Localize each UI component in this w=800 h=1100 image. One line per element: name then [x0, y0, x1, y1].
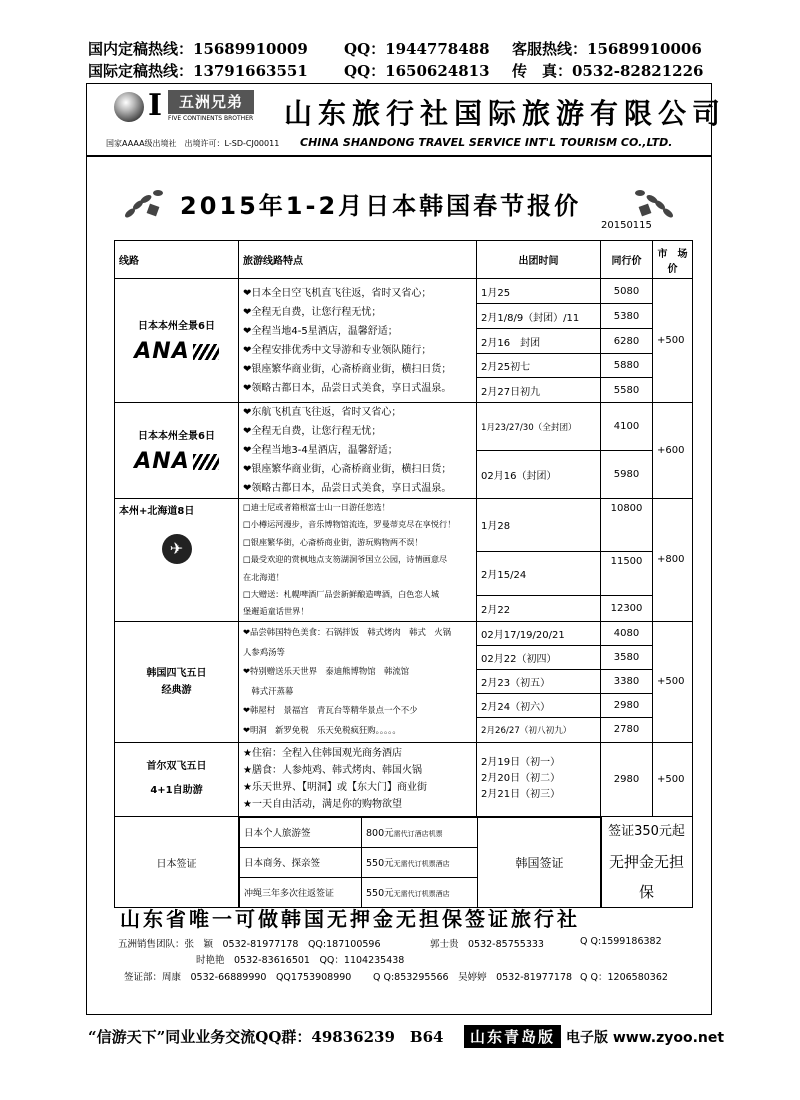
price: 11500	[601, 551, 653, 595]
brand-letter: I	[148, 88, 163, 123]
table-row	[115, 621, 693, 645]
certification: 国家AAAA级出境社 出境许可：L-SD-CJ00011	[106, 139, 280, 148]
feature-line: ❤领略古都日本，品尝日式美食，享日式温泉。	[243, 483, 452, 494]
visa-name: 冲绳三年多次往返签证	[240, 877, 362, 907]
route-cell	[115, 621, 239, 742]
brand-subtitle: FIVE CONTINENTS BROTHER	[168, 115, 254, 122]
features-cell	[239, 279, 477, 403]
company-header	[114, 88, 727, 134]
market-price: +500	[653, 279, 693, 403]
departure-date: 2月22	[477, 596, 601, 621]
price: 5980	[601, 451, 653, 499]
feature-line: 韩式汗蒸幕	[243, 685, 294, 696]
visa-dept-contact: 签证部：周康 0532-66889990 QQ1753908990	[124, 972, 352, 983]
price: 5880	[601, 354, 653, 378]
market-price: +600	[653, 403, 693, 499]
features-cell	[239, 403, 477, 499]
feature-line: ❤品尝韩国特色美食：石锅拌饭 韩式烤肉 韩式 火锅	[243, 627, 452, 638]
feature-line: ❤银座繁华商业街，心斋桥商业街，横扫日货；	[243, 464, 452, 475]
route-cell	[115, 279, 239, 403]
international-hotline: 国际定稿热线：13791663551	[88, 62, 308, 80]
feature-line: ★乐天世界、【明洞】或【东大门】商业街	[243, 782, 427, 794]
company-name-en: CHINA SHANDONG TRAVEL SERVICE INT'L TOURISM CO.,LTD.	[300, 136, 673, 149]
departure-date: 2月27日初九	[477, 378, 601, 403]
table-row	[115, 279, 693, 304]
departure-date: 02月17/19/20/21	[477, 621, 601, 645]
feature-line: □银座繁华街，心斋桥商业街，游玩购物两不误！	[243, 536, 423, 547]
ana-logo: ANA	[119, 445, 234, 474]
table-row	[115, 403, 693, 451]
header-divider	[86, 155, 712, 157]
departure-dates	[477, 742, 601, 816]
domestic-hotline: 国内定稿热线：15689910009	[88, 40, 308, 58]
fax: 传 真：0532-82821226	[512, 62, 704, 80]
departure-date: 1月25	[477, 279, 601, 304]
route-name: 日本本州全景6日	[138, 320, 215, 332]
feature-line: ❤东航飞机直飞往返，省时又省心；	[243, 407, 402, 418]
price: 4100	[601, 403, 653, 451]
feature-line: 在北海道！	[243, 571, 284, 582]
feature-line: ❤领略古都日本，品尝日式美食，享日式温泉。	[243, 382, 452, 394]
departure-date: 02月16（封团）	[477, 451, 601, 499]
company-name-cn: 山东旅行社国际旅游有限公司	[284, 97, 727, 130]
airline-logo-icon: ✈	[162, 534, 192, 564]
route-name-line2: 经典游	[161, 684, 192, 696]
departure-date: 2月26/27（初八初九）	[477, 717, 601, 742]
visa-price: 800元需代订酒店机票	[362, 817, 478, 847]
price: 3380	[601, 669, 653, 693]
header-features: 旅游线路特点	[239, 241, 477, 279]
departure-date: 2月25初七	[477, 354, 601, 378]
globe-logo-icon	[114, 92, 144, 122]
header-market: 市 场价	[653, 241, 693, 279]
korea-visa-label: 韩国签证	[478, 817, 602, 907]
departure-date: 2月21日（初三）	[481, 789, 561, 801]
price: 2980	[601, 693, 653, 717]
right-decoration-icon	[630, 185, 676, 225]
price: 4080	[601, 621, 653, 645]
feature-line: □迪士尼或者箱根富士山一日游任您选！	[243, 502, 390, 512]
feature-line: ★一天自由活动，满足你的购物欲望	[243, 799, 402, 811]
visa-name: 日本商务、探亲签	[240, 847, 362, 877]
visa-dept-contact: Q Q:853295566 吴婷婷 0532-81977178	[373, 972, 573, 983]
price: 12300	[601, 596, 653, 621]
route-cell	[115, 742, 239, 816]
visa-price: 550元无需代订机票酒店	[362, 847, 478, 877]
feature-line: ★住宿：全程入住韩国观光商务酒店	[243, 748, 402, 760]
footer-qq-group: “信游天下”同业业务交流QQ群：49836239 B64	[88, 1028, 444, 1046]
ana-stripes-icon	[193, 344, 219, 360]
price: 3580	[601, 645, 653, 669]
feature-line: ❤韩屋村 景福宫 青瓦台等精华景点一个不少	[243, 705, 418, 716]
visa-name: 日本个人旅游签	[240, 817, 362, 847]
price: 5580	[601, 378, 653, 403]
feature-line: □最受欢迎的赏枫地点支笏湖洞爷国立公园，诗情画意尽	[243, 554, 448, 565]
route-name: 本州+北海道8日	[119, 506, 195, 517]
feature-line: ★膳食：人参炖鸡、韩式烤肉、韩国火锅	[243, 765, 422, 777]
market-price: +500	[653, 621, 693, 742]
visa-item	[240, 817, 602, 847]
table-header	[115, 241, 693, 279]
sales-contact: 时艳艳 0532-83616501 QQ：1104235438	[196, 955, 405, 966]
service-hotline: 客服热线：15689910006	[512, 40, 702, 58]
sales-contact: 五洲销售团队：张 颖 0532-81977178 QQ:187100596	[118, 939, 381, 950]
header-route: 线路	[115, 241, 239, 279]
price-table	[114, 240, 693, 908]
price: 2980	[601, 742, 653, 816]
feature-line: ❤全程当地4-5星酒店，温馨舒适；	[243, 325, 398, 337]
route-name-line1: 首尔双飞五日	[146, 761, 207, 773]
feature-line: ❤全程无自费，让您行程无忧；	[243, 426, 382, 437]
feature-line: □大赠送：札幌啤酒厂品尝新鲜酿造啤酒，白色恋人城	[243, 589, 440, 600]
departure-date: 2月19日（初一）	[481, 757, 561, 769]
feature-line: 堡邂逅童话世界！	[243, 606, 309, 617]
departure-date: 2月24（初六）	[477, 693, 601, 717]
ana-stripes-icon	[193, 454, 219, 470]
edition-tag: 山东青岛版	[464, 1025, 561, 1048]
page-title: 2015年1-2月日本韩国春节报价	[180, 192, 582, 220]
route-name-line2: 4+1自助游	[150, 785, 203, 797]
market-price: +500	[653, 742, 693, 816]
visa-price: 550元无需代订机票酒店	[362, 877, 478, 907]
sales-contact: 郭士贵 0532-85755333	[430, 939, 544, 950]
date-code: 20150115	[601, 220, 652, 231]
route-cell	[115, 499, 239, 622]
left-decoration-icon	[122, 185, 168, 225]
table-row	[115, 742, 693, 816]
departure-date: 02月22（初四）	[477, 645, 601, 669]
japan-visa-items	[239, 816, 601, 908]
feature-line: ❤全程安排优秀中文导游和专业领队随行；	[243, 344, 432, 356]
japan-visa-label: 日本签证	[115, 816, 239, 908]
feature-line: ❤日本全日空飞机直飞往返，省时又省心；	[243, 287, 432, 299]
features-cell	[239, 499, 477, 622]
slogan: 山东省唯一可做韩国无押金无担保签证旅行社	[120, 907, 580, 931]
price: 2780	[601, 717, 653, 742]
feature-line: 人参鸡汤等	[243, 646, 285, 657]
route-name: 日本本州全景6日	[138, 430, 215, 442]
route-cell	[115, 403, 239, 499]
departure-date: 2月16 封团	[477, 329, 601, 354]
price: 5380	[601, 304, 653, 329]
departure-date: 1月28	[477, 499, 601, 552]
sales-contact: Q Q:1599186382	[580, 936, 662, 947]
table-row	[115, 499, 693, 552]
visa-dept-contact: Q Q：1206580362	[580, 972, 668, 983]
departure-date: 2月1/8/9（封团）/11	[477, 304, 601, 329]
price: 5080	[601, 279, 653, 304]
feature-line: ❤特别赠送乐天世界 泰迪熊博物馆 韩流馆	[243, 666, 410, 677]
departure-date: 2月23（初五）	[477, 669, 601, 693]
international-qq: QQ：1650624813	[344, 62, 490, 80]
departure-date: 2月20日（初二）	[481, 773, 561, 785]
feature-line: ❤银座繁华商业街，心斋桥商业街，横扫日货；	[243, 363, 452, 375]
departure-date: 2月15/24	[477, 551, 601, 595]
route-name-line1: 韩国四飞五日	[146, 667, 207, 679]
feature-line: ❤明洞 新罗免税 乐天免税疯狂购。。。。。	[243, 724, 401, 735]
ana-logo: ANA	[119, 335, 234, 364]
feature-line: □小樽运河漫步，音乐博物馆流连，罗曼蒂克尽在享悦行！	[243, 519, 456, 530]
price: 6280	[601, 329, 653, 354]
features-cell	[239, 621, 477, 742]
market-price: +800	[653, 499, 693, 622]
korea-visa-note: 无押金无担保	[608, 853, 684, 902]
domestic-qq: QQ：1944778488	[344, 40, 490, 58]
footer-website: 电子版 www.zyoo.net	[566, 1030, 725, 1046]
departure-date: 1月23/27/30（全封团）	[477, 403, 601, 451]
feature-line: ❤全程无自费，让您行程无忧；	[243, 306, 382, 318]
price: 10800	[601, 499, 653, 552]
feature-line: ❤全程当地3-4星酒店，温馨舒适；	[243, 445, 398, 456]
korea-visa-info	[601, 816, 693, 908]
header-price: 同行价	[601, 241, 653, 279]
brand-name: 五洲兄弟	[168, 90, 254, 114]
features-cell	[239, 742, 477, 816]
header-departure: 出团时间	[477, 241, 601, 279]
korea-visa-price: 签证350元起	[608, 824, 685, 840]
